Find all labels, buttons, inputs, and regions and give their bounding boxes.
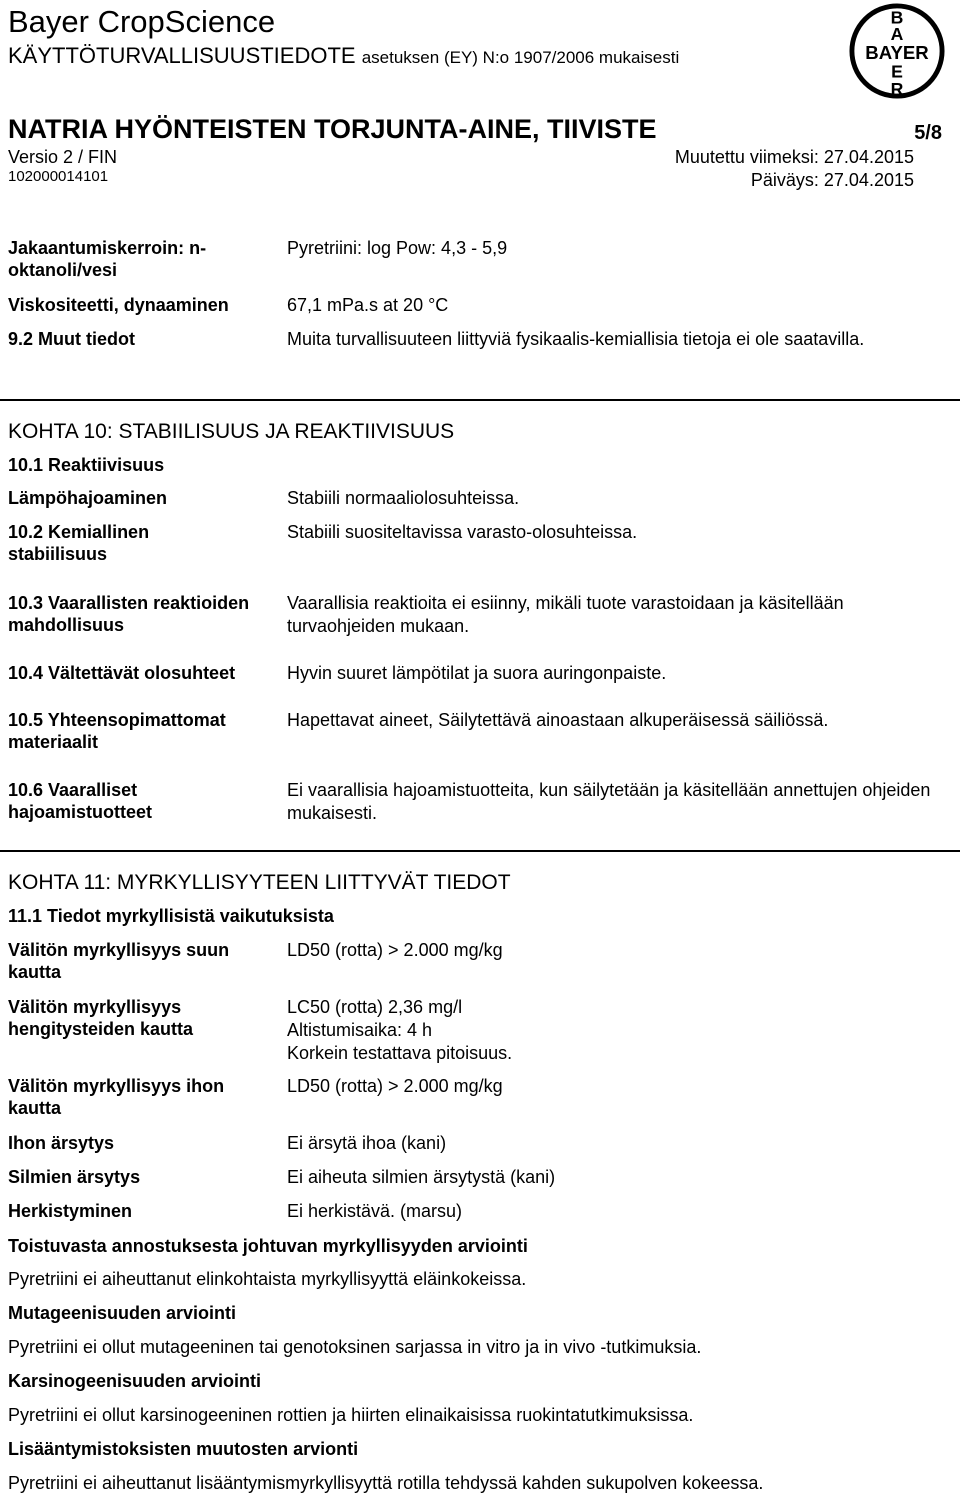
value-sensitisation: Ei herkistävä. (marsu) — [287, 1201, 463, 1221]
value-chemical-stability: Stabiili suositeltavissa varasto-olosuhteissa. — [287, 522, 638, 542]
value-skin-irritation: Ei ärsytä ihoa (kani) — [287, 1133, 447, 1153]
label-eye-irritation: Silmien ärsytys — [8, 1167, 141, 1187]
value-incompatible-materials: Hapettavat aineet, Säilytettävä ainoastaan alkuperäisessä säiliössä. — [287, 710, 829, 730]
value-inhalation-exposure-time: Altistumisaika: 4 h — [287, 1020, 433, 1040]
logo-word: BAYER — [865, 41, 929, 63]
toxicological-effects-heading: 11.1 Tiedot myrkyllisistä vaikutuksista — [8, 906, 334, 926]
label-acute-inhalation-toxicity: Välitön myrkyllisyys hengitysteiden kautta — [8, 997, 194, 1039]
logo-letter-a: A — [890, 24, 904, 45]
label-sensitisation: Herkistyminen — [8, 1201, 133, 1221]
version: Versio 2 / FIN — [8, 147, 118, 167]
regulation-text: asetuksen (EY) N:o 1907/2006 mukaisesti — [361, 48, 680, 67]
value-decomposition-products: Ei vaarallisia hajoamistuotteita, kun säilytetään ja käsitellään annettujen ohjeiden mukaisesti. — [287, 780, 931, 823]
label-other-info: 9.2 Muut tiedot — [8, 329, 135, 349]
repeated-dose-heading: Toistuvasta annostuksesta johtuvan myrkyllisyyden arviointi — [8, 1236, 528, 1256]
section-divider — [0, 399, 960, 401]
reproductive-toxicity-text: Pyretriini ei aiheuttanut lisääntymismyrkyllisyyttä rotilla tehdyssä kahden sukupolven kokeessa. — [8, 1473, 764, 1493]
logo-letter-r: R — [890, 79, 904, 100]
value-thermal-decomposition: Stabiili normaaliolosuhteissa. — [287, 488, 520, 508]
value-eye-irritation: Ei aiheuta silmien ärsytystä (kani) — [287, 1167, 556, 1187]
product-name: NATRIA HYÖNTEISTEN TORJUNTA-AINE, TIIVISTE — [8, 114, 657, 144]
mutagenicity-text: Pyretriini ei ollut mutageeninen tai genotoksinen sarjassa in vitro ja in vivo -tutkimuksia. — [8, 1337, 702, 1357]
label-hazardous-reactions: 10.3 Vaarallisten reaktioiden mahdollisuus — [8, 593, 250, 635]
document-type: KÄYTTÖTURVALLISUUSTIEDOTE — [8, 43, 356, 68]
label-incompatible-materials: 10.5 Yhteensopimattomat materiaalit — [8, 710, 226, 752]
label-chemical-stability: 10.2 Kemiallinen stabiilisuus — [8, 522, 150, 564]
value-hazardous-reactions: Vaarallisia reaktioita ei esiinny, mikäli tuote varastoidaan ja käsitellään turvaohjeiden mukaan. — [287, 593, 844, 636]
label-acute-dermal-toxicity: Välitön myrkyllisyys ihon kautta — [8, 1076, 225, 1118]
brand-name: Bayer CropScience — [8, 4, 276, 39]
label-decomposition-products: 10.6 Vaaralliset hajoamistuotteet — [8, 780, 153, 822]
label-skin-irritation: Ihon ärsytys — [8, 1133, 115, 1153]
document-title — [8, 42, 679, 72]
label-conditions-to-avoid: 10.4 Vältettävät olosuhteet — [8, 663, 236, 683]
value-conditions-to-avoid: Hyvin suuret lämpötilat ja suora auringonpaiste. — [287, 663, 667, 683]
section-11-title: KOHTA 11: MYRKYLLISYYTEEN LIITTYVÄT TIEDOT — [8, 871, 511, 894]
value-other-info: Muita turvallisuuteen liittyviä fysikaalis-kemiallisia tietoja ei ole saatavilla. — [287, 329, 865, 349]
label-acute-oral-toxicity: Välitön myrkyllisyys suun kautta — [8, 940, 230, 982]
value-viscosity: 67,1 mPa.s at 20 °C — [287, 295, 449, 315]
issue-date: Päiväys: 27.04.2015 — [750, 170, 914, 190]
logo-letter-b: B — [890, 7, 904, 28]
section-10-title: KOHTA 10: STABIILISUUS JA REAKTIIVISUUS — [8, 420, 455, 443]
reactivity-heading: 10.1 Reaktiivisuus — [8, 455, 165, 475]
repeated-dose-text: Pyretriini ei aiheuttanut elinkohtaista myrkyllisyyttä eläinkokeissa. — [8, 1269, 527, 1289]
document-number: 102000014101 — [8, 168, 109, 185]
value-inhalation-note: Korkein testattava pitoisuus. — [287, 1043, 513, 1063]
label-partition-coefficient: Jakaantumiskerroin: n-oktanoli/vesi — [8, 238, 207, 280]
mutagenicity-heading: Mutageenisuuden arviointi — [8, 1303, 237, 1323]
bayer-cross-logo — [848, 2, 946, 100]
page-number: 5/8 — [914, 122, 942, 144]
value-inhalation-lc50: LC50 (rotta) 2,36 mg/l — [287, 997, 463, 1017]
modified-date: Muutettu viimeksi: 27.04.2015 — [674, 147, 914, 167]
value-acute-oral-toxicity: LD50 (rotta) > 2.000 mg/kg — [287, 940, 503, 960]
label-viscosity: Viskositeetti, dynaaminen — [8, 295, 229, 315]
carcinogenicity-heading: Karsinogeenisuuden arviointi — [8, 1371, 262, 1391]
value-partition-coefficient: Pyretriini: log Pow: 4,3 - 5,9 — [287, 238, 508, 258]
label-thermal-decomposition: Lämpöhajoaminen — [8, 488, 168, 508]
value-acute-dermal-toxicity: LD50 (rotta) > 2.000 mg/kg — [287, 1076, 503, 1096]
reproductive-toxicity-heading: Lisääntymistoksisten muutosten arvionti — [8, 1439, 359, 1459]
logo-letter-e: E — [891, 61, 903, 82]
section-divider — [0, 850, 960, 852]
carcinogenicity-text: Pyretriini ei ollut karsinogeeninen rottien ja hiirten elinaikaisissa ruokintatutkimuksissa. — [8, 1405, 694, 1425]
